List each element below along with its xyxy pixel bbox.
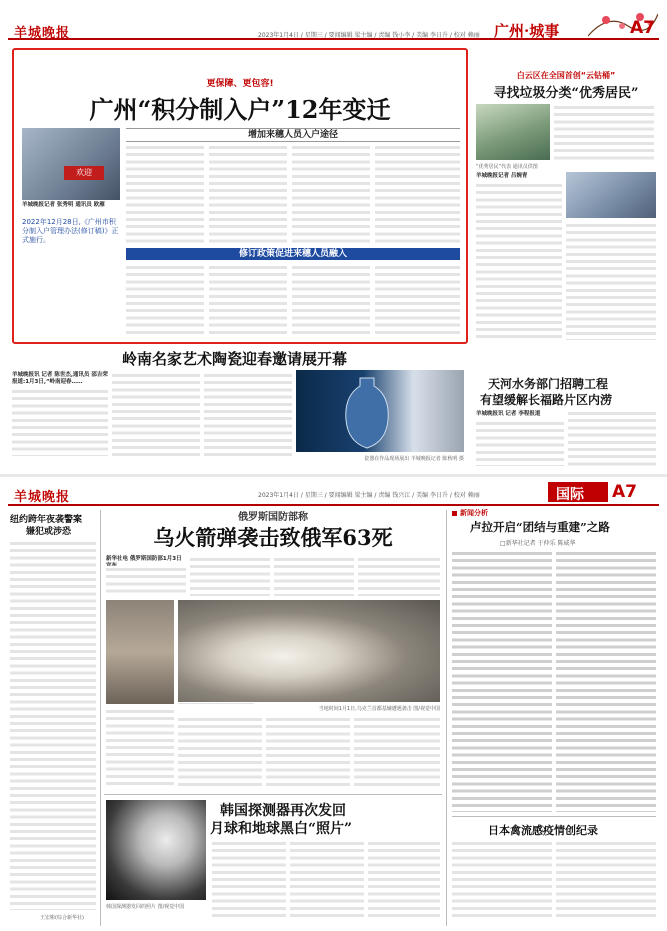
intl-headline: 乌火箭弹袭击致俄军63死 [153, 525, 393, 550]
body-col [292, 144, 370, 244]
right-headline: 寻找垃圾分类“优秀居民” [493, 86, 639, 101]
intl-photo-large [178, 600, 440, 702]
right-photo-2 [566, 172, 656, 218]
right-kicker: 白云区在全国首创“云钻桶” [516, 71, 616, 80]
body-col [556, 840, 656, 920]
body-col [126, 144, 204, 244]
nyc-byline: 王宏彬(综合新华社) [40, 915, 84, 921]
body-col [452, 550, 552, 812]
intl-kicker: 俄罗斯国防部称 [238, 512, 308, 523]
body-col [204, 372, 292, 456]
page-number: A7 [630, 18, 655, 38]
body-col [568, 410, 656, 466]
body-col [375, 264, 460, 336]
header-meta: 2023年1月4日 / 星期三 / 要闻编辑 梁主编 / 责编 钱兴江 / 美编 李日升 / 校对 赖丽 [258, 492, 480, 499]
right-photo-1 [476, 104, 550, 160]
body-col [292, 264, 370, 336]
subhead-1: 增加来穗人员入户途径 [126, 128, 460, 142]
bottom-header [8, 480, 659, 506]
tianhe-headline-2: 有望缓解长福路片区内涝 [480, 393, 613, 407]
body-col [106, 566, 186, 596]
story-photo [22, 128, 120, 200]
main-story-box [12, 48, 468, 344]
body-col [375, 144, 460, 244]
body-col [209, 264, 287, 336]
korea-headline-1: 韩国探测器再次发回 [220, 803, 346, 819]
body-col [354, 716, 440, 788]
japan-headline: 日本禽流感疫情创纪录 [488, 824, 598, 837]
body-col [106, 708, 174, 788]
column-rule [100, 510, 101, 926]
section-title: 国际 [556, 487, 584, 503]
korea-caption: 韩国探测器发回的照片 图/视觉中国 [106, 904, 185, 910]
vase-shape [344, 376, 390, 450]
subhead-2: 修订政策促进来穗人员融入 [126, 248, 460, 260]
body-col [290, 840, 364, 920]
row-rule [452, 816, 656, 817]
story-kicker: 更保障、更包容! [206, 79, 274, 89]
body-col [476, 182, 562, 340]
intl-caption: 当地时间1月1日,乌克兰首都基辅遭遇袭击 图/视觉中国 [318, 706, 440, 712]
page-seam [0, 474, 667, 477]
art-lead: 羊城晚报讯 记者 陈世杰,通讯员 邵吉荣报道:1月3日,“岭南迎春…… [12, 372, 108, 385]
body-col [112, 372, 200, 456]
nyc-headline-2: 嫌犯或涉恐 [26, 527, 72, 537]
header-meta: 2023年1月4日 / 星期三 / 要闻编辑 梁主编 / 责编 钱小李 / 美编 李日升 / 校对 赖丽 [258, 32, 480, 39]
news-headline: 卢拉开启“团结与重建”之路 [470, 520, 610, 534]
news-byline: □新华社记者 于仲乐 陈威华 [500, 540, 576, 547]
intl-lead: 新华社电 俄罗斯国防部1月3日 [106, 556, 182, 562]
korea-headline-2: 月球和地球黑白“照片” [210, 821, 353, 837]
section-block [548, 482, 608, 502]
tianhe-byline: 羊城晚报讯 记者 李程报道 [476, 411, 541, 417]
body-col [452, 840, 552, 920]
photo-tag: 欢迎 [64, 166, 104, 180]
body-col [554, 104, 654, 160]
right-caption: “优秀居民”代表 通讯员供图 [476, 164, 538, 170]
news-label: 新闻分析 [460, 509, 488, 517]
art-headline: 岭南名家艺术陶瓷迎春邀请展开幕 [122, 350, 348, 368]
column-rule [446, 510, 447, 926]
body-col [266, 716, 350, 788]
top-header [8, 8, 659, 40]
masthead: 羊城晚报 [14, 26, 71, 41]
body-col [368, 840, 440, 920]
body-col [566, 222, 656, 340]
body-col [212, 840, 286, 920]
right-byline: 羊城晚报记者 吕婉青 [476, 173, 528, 179]
story-lead-para: 2022年12月28日,《广州市积分制入户管理办法(修订稿)》正式施行。 [22, 218, 119, 244]
body-col [178, 716, 262, 788]
page-number: A7 [612, 482, 637, 502]
masthead: 羊城晚报 [14, 490, 71, 505]
body-col [358, 556, 440, 596]
story-byline: 羊城晚报记者 张秀明 通讯员 欧雁 [22, 202, 105, 208]
section-title: 广州·城事 [494, 22, 560, 40]
korea-photo [106, 800, 206, 900]
body-col [190, 556, 270, 596]
nyc-headline-1: 纽约跨年夜袭警案 [10, 515, 83, 525]
body-col [274, 556, 354, 596]
body-col [10, 540, 96, 910]
body-col [209, 144, 287, 244]
news-label-dot [452, 511, 457, 516]
story-headline: 广州“积分制入户”12年变迁 [89, 95, 391, 124]
row-rule [104, 794, 442, 795]
body-col [556, 550, 656, 812]
tianhe-headline-1: 天河水务部门招聘工程 [488, 377, 609, 391]
body-col [12, 388, 108, 456]
art-photo [296, 370, 464, 452]
body-col [126, 264, 204, 336]
intl-photo [106, 600, 174, 704]
art-caption: 瓷器在作品现场展出 羊城晚报记者 陈秋明 摄 [364, 456, 464, 462]
body-col [476, 420, 564, 466]
